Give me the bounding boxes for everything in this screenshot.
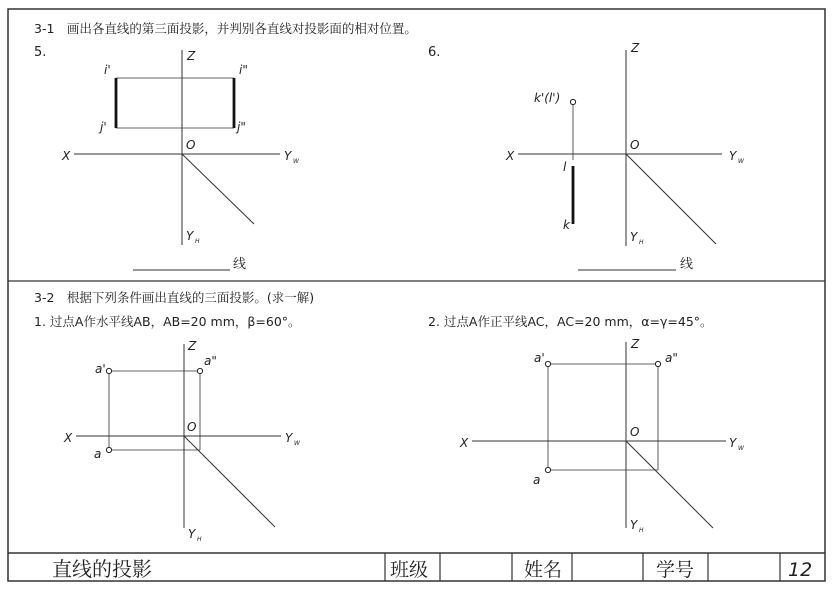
- axis-z-label-1: Z: [188, 339, 197, 353]
- label-j-side: j": [237, 120, 246, 134]
- label-a-side: a": [204, 354, 217, 368]
- problem6-number: 6.: [428, 45, 441, 60]
- label-j-front: j': [100, 120, 107, 134]
- axis-origin-label-6: O: [630, 138, 640, 152]
- axis-yh-label-2: Y: [630, 518, 638, 532]
- label-k-top: k: [563, 218, 570, 232]
- problem6-projections: [570, 99, 575, 224]
- problem2-text: 2. 过点A作正平线AC，AC=20 mm，α=γ=45°。: [428, 314, 713, 329]
- axis-x-label: X: [62, 149, 71, 163]
- point-a-front-2: [545, 361, 550, 366]
- axis-yw-sub-1: W: [294, 440, 300, 447]
- label-i-front: i': [104, 63, 111, 77]
- footer-id-label: 学号: [656, 559, 695, 581]
- point-a-top-2: [545, 467, 550, 472]
- axis-yh-sub-1: H: [197, 536, 202, 543]
- axis-yh-sub: H: [195, 238, 200, 245]
- footer-name-label: 姓名: [524, 559, 563, 581]
- problem5-axes: [74, 50, 280, 245]
- problem2-projection-lines: [548, 364, 658, 470]
- axis-yh-label: Y: [186, 229, 194, 243]
- axis-z-label-2: Z: [631, 337, 640, 351]
- footer-class-label: 班级: [390, 559, 429, 581]
- label-kl-front: k'(l'): [534, 91, 561, 105]
- problem6-answer-suffix: 线: [680, 257, 694, 272]
- axis-x-label-2: X: [460, 436, 469, 450]
- axis-z-label-6: Z: [631, 41, 640, 55]
- point-a-side-2: [655, 361, 660, 366]
- axis-origin-label: O: [186, 138, 196, 152]
- problem5-answer-suffix: 线: [233, 257, 247, 272]
- axis-yw-label-2: Y: [729, 436, 737, 450]
- label-a-side-2: a": [665, 351, 678, 365]
- point-kl-front: [570, 99, 575, 104]
- problem5-projections: [116, 78, 234, 128]
- axis-origin-label-2: O: [630, 425, 640, 439]
- label-a-front: a': [95, 362, 106, 376]
- label-i-side: i": [239, 63, 248, 77]
- problem2-axes: [472, 342, 726, 528]
- problem1-text: 1. 过点A作水平线AB，AB=20 mm，β=60°。: [34, 314, 301, 329]
- footer-title: 直线的投影: [52, 557, 152, 581]
- problem6-axes: [518, 50, 722, 246]
- title-block: [385, 553, 780, 581]
- point-a-top: [106, 447, 111, 452]
- axis-yw-sub-2: W: [738, 445, 744, 452]
- footer-page-number: 12: [788, 559, 813, 581]
- axis-yh-sub-6: H: [639, 239, 644, 246]
- point-a-side: [197, 368, 202, 373]
- section2-heading: 3-2 根据下列条件画出直线的三面投影。(求一解): [34, 290, 315, 305]
- axis-z-label: Z: [187, 49, 196, 63]
- label-a-top: a: [94, 447, 102, 461]
- axis-yw-label: Y: [284, 149, 292, 163]
- axis-yw-sub: W: [293, 158, 299, 165]
- axis-yw-label-6: Y: [729, 149, 737, 163]
- problem5-number: 5.: [34, 45, 47, 60]
- label-l-top: l: [563, 160, 567, 174]
- label-a-front-2: a': [534, 351, 545, 365]
- axis-x-label-1: X: [64, 431, 73, 445]
- axis-yh-sub-2: H: [639, 527, 644, 534]
- label-a-top-2: a: [533, 473, 541, 487]
- axis-yw-label-1: Y: [285, 431, 293, 445]
- axis-yw-sub-6: W: [738, 158, 744, 165]
- axis-x-label-6: X: [506, 149, 515, 163]
- axis-yh-label-1: Y: [188, 527, 196, 541]
- point-a-front: [106, 368, 111, 373]
- axis-yh-label-6: Y: [630, 230, 638, 244]
- section1-heading: 3-1 画出各直线的第三面投影，并判别各直线对投影面的相对位置。: [34, 21, 417, 36]
- axis-origin-label-1: O: [187, 420, 197, 434]
